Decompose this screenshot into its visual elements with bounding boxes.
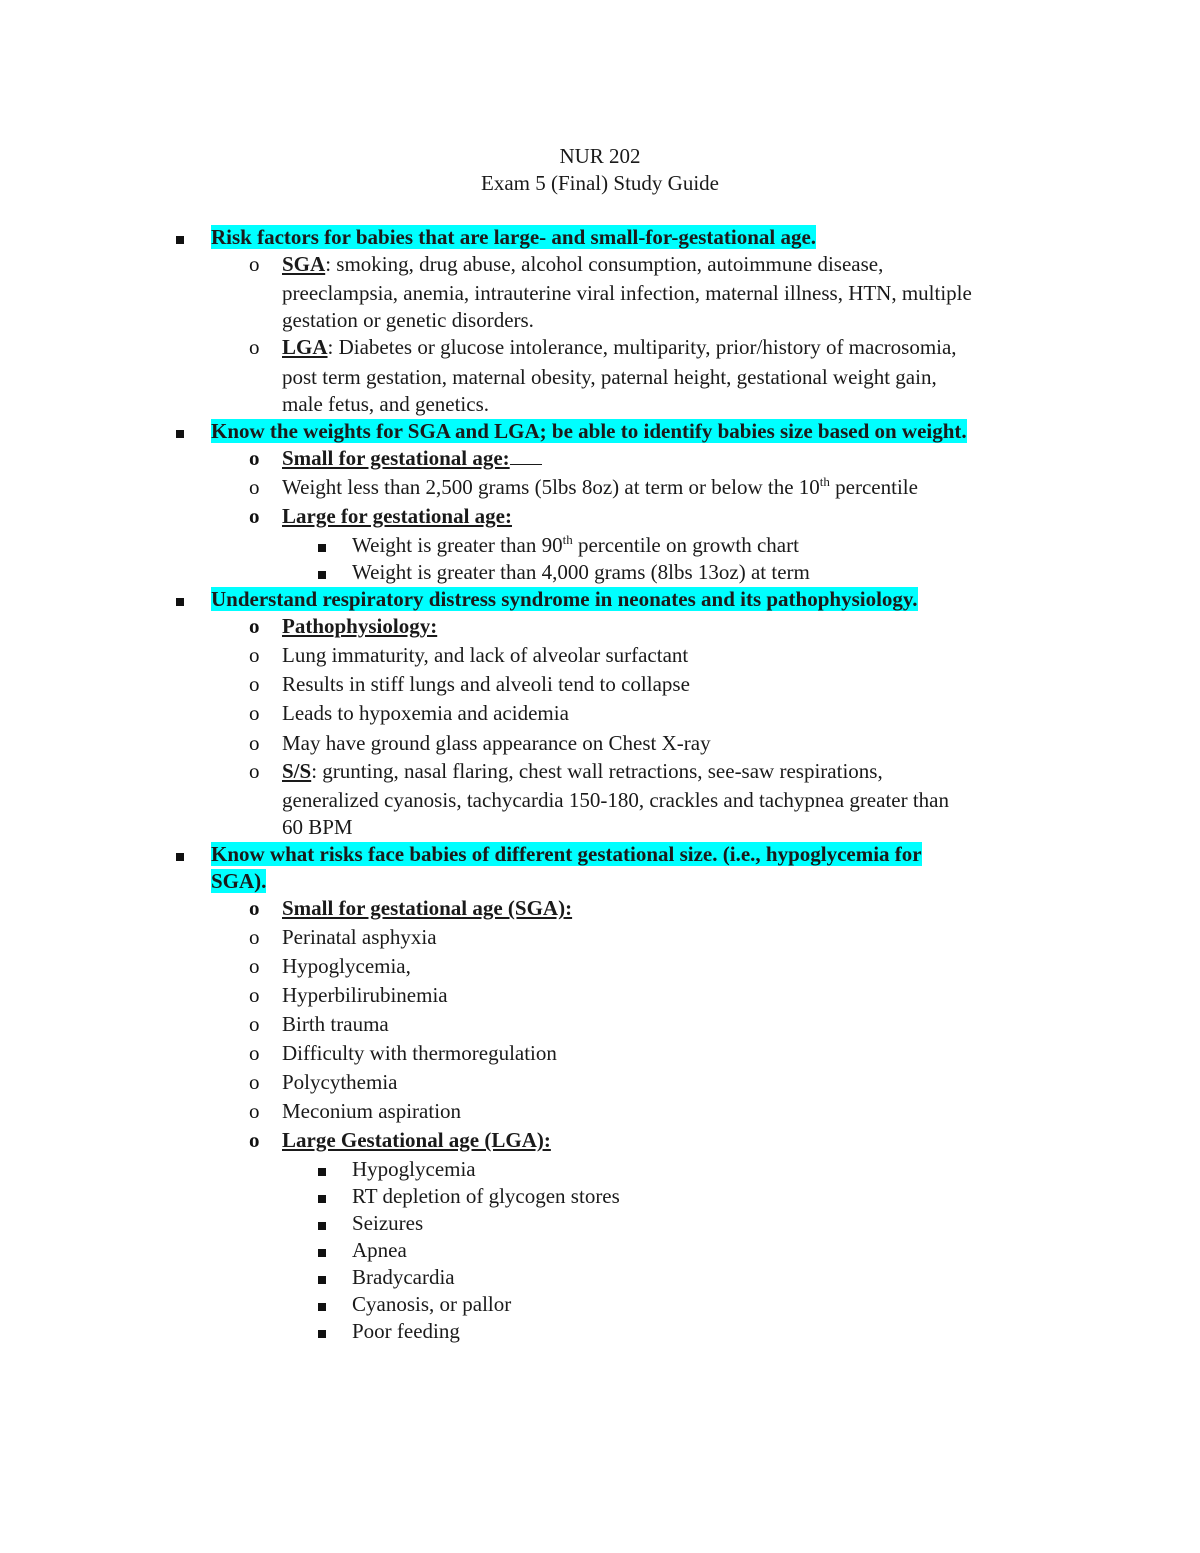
section-heading: Understand respiratory distress syndrome in neonates and its pathophysiology.: [211, 587, 918, 611]
hollow-bullet-icon: o: [249, 643, 260, 667]
square-bullet-icon: [318, 1156, 326, 1183]
square-bullet-icon: [318, 1291, 326, 1318]
hollow-bullet-icon: o: [249, 475, 260, 499]
subheading: Small for gestational age:: [282, 445, 542, 472]
hollow-bullet-icon: o: [249, 701, 260, 725]
square-bullet-icon: [176, 586, 184, 613]
list-item: Hyperbilirubinemia: [282, 983, 448, 1007]
square-bullet-icon: [176, 418, 184, 445]
square-bullet-icon: [318, 559, 326, 586]
hollow-bullet-icon: o: [249, 1041, 260, 1065]
hollow-bullet-icon: o: [249, 759, 260, 783]
square-bullet-icon: [318, 1210, 326, 1237]
square-bullet-icon: [318, 1318, 326, 1345]
list-item-continuation: gestation or genetic disorders.: [282, 308, 534, 332]
list-item: Apnea: [352, 1238, 407, 1262]
hollow-bullet-icon: o: [249, 672, 260, 696]
list-item: LGA: Diabetes or glucose intolerance, multiparity, prior/history of macrosomia,: [282, 335, 957, 359]
list-item: SGA: smoking, drug abuse, alcohol consumption, autoimmune disease,: [282, 252, 884, 276]
section-heading-continuation: SGA).: [211, 869, 267, 893]
hollow-bullet-icon: o: [249, 954, 260, 978]
hollow-bullet-icon: o: [249, 504, 260, 528]
hollow-bullet-icon: o: [249, 1128, 260, 1152]
document-subtitle: Exam 5 (Final) Study Guide: [481, 171, 719, 195]
list-item: Birth trauma: [282, 1012, 389, 1036]
hollow-bullet-icon: o: [249, 731, 260, 755]
hollow-bullet-icon: o: [249, 252, 260, 276]
list-item: Meconium aspiration: [282, 1099, 462, 1123]
list-item: Hypoglycemia,: [282, 954, 411, 978]
square-bullet-icon: [318, 1183, 326, 1210]
square-bullet-icon: [318, 532, 326, 559]
subheading: Large Gestational age (LGA):: [282, 1128, 551, 1152]
list-item: Results in stiff lungs and alveoli tend to collapse: [282, 672, 690, 696]
section-heading: Risk factors for babies that are large- and small-for-gestational age.: [211, 225, 817, 249]
subheading: Large for gestational age:: [282, 504, 512, 528]
hollow-bullet-icon: o: [249, 446, 260, 470]
hollow-bullet-icon: o: [249, 1070, 260, 1094]
list-item: Lung immaturity, and lack of alveolar surfactant: [282, 643, 689, 667]
hollow-bullet-icon: o: [249, 925, 260, 949]
hollow-bullet-icon: o: [249, 614, 260, 638]
list-item-continuation: male fetus, and genetics.: [282, 392, 490, 416]
subheading: Small for gestational age (SGA):: [282, 896, 573, 920]
list-item: Poor feeding: [352, 1319, 460, 1343]
list-item: May have ground glass appearance on Chest X-ray: [282, 731, 711, 755]
course-title: NUR 202: [559, 144, 641, 168]
hollow-bullet-icon: o: [249, 1012, 260, 1036]
section-heading: Know what risks face babies of different gestational size. (i.e., hypoglycemia for: [211, 842, 922, 866]
list-item: Hypoglycemia: [352, 1157, 476, 1181]
list-item: Bradycardia: [352, 1265, 455, 1289]
list-item-continuation: generalized cyanosis, tachycardia 150-180, crackles and tachypnea greater than: [282, 788, 950, 812]
square-bullet-icon: [176, 841, 184, 868]
list-item: Perinatal asphyxia: [282, 925, 437, 949]
list-item: Leads to hypoxemia and acidemia: [282, 701, 569, 725]
list-item-continuation: 60 BPM: [282, 815, 353, 839]
hollow-bullet-icon: o: [249, 896, 260, 920]
list-item: Seizures: [352, 1211, 424, 1235]
hollow-bullet-icon: o: [249, 335, 260, 359]
list-item: Weight less than 2,500 grams (5lbs 8oz) at term or below the 10th percentile: [282, 474, 918, 499]
square-bullet-icon: [318, 1264, 326, 1291]
list-item-continuation: preeclampsia, anemia, intrauterine viral infection, maternal illness, HTN, multiple: [282, 281, 972, 305]
list-item: Weight is greater than 90th percentile on growth chart: [352, 532, 799, 557]
hollow-bullet-icon: o: [249, 1099, 260, 1123]
hollow-bullet-icon: o: [249, 983, 260, 1007]
list-item: Weight is greater than 4,000 grams (8lbs 13oz) at term: [352, 560, 810, 584]
square-bullet-icon: [318, 1237, 326, 1264]
subheading: Pathophysiology:: [282, 614, 438, 638]
list-item: S/S: grunting, nasal flaring, chest wall retractions, see-saw respirations,: [282, 759, 883, 783]
section-heading: Know the weights for SGA and LGA; be able to identify babies size based on weight.: [211, 419, 967, 443]
list-item-continuation: post term gestation, maternal obesity, paternal height, gestational weight gain,: [282, 365, 937, 389]
list-item: RT depletion of glycogen stores: [352, 1184, 620, 1208]
list-item: Polycythemia: [282, 1070, 398, 1094]
square-bullet-icon: [176, 224, 184, 251]
list-item: Difficulty with thermoregulation: [282, 1041, 557, 1065]
list-item: Cyanosis, or pallor: [352, 1292, 512, 1316]
